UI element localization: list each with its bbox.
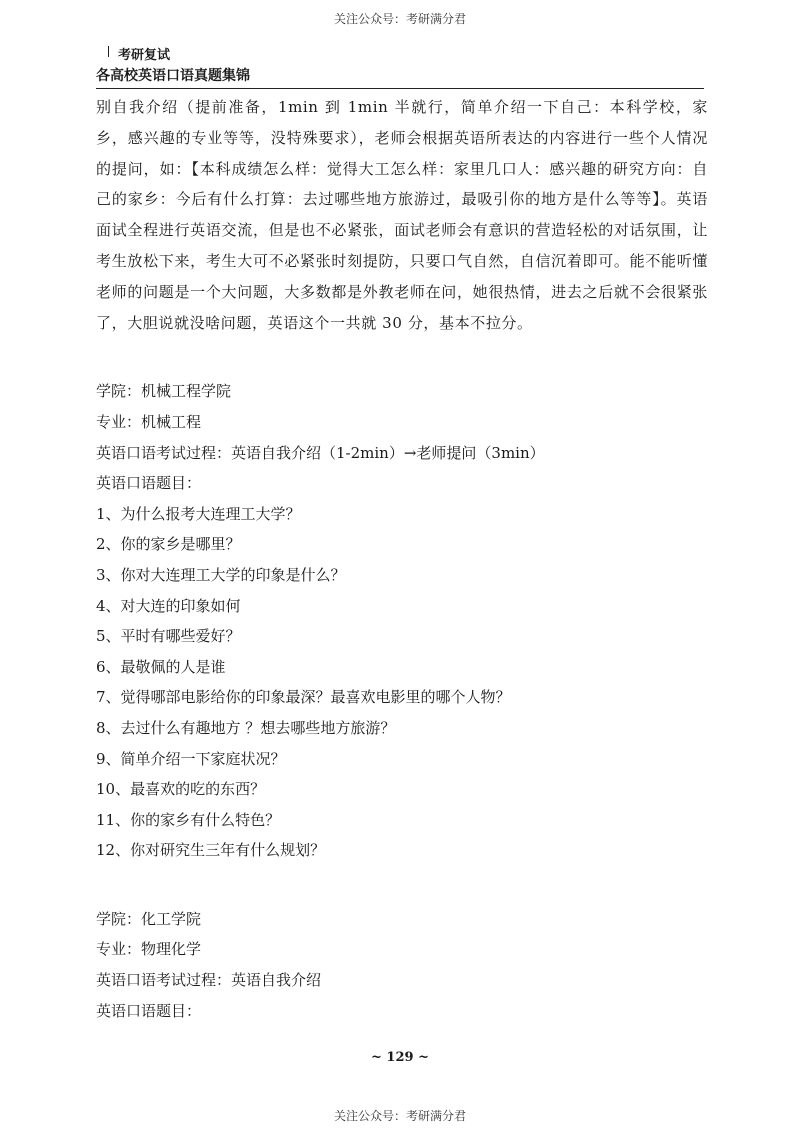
question-item: 11、你的家乡有什么特色？ <box>96 810 281 829</box>
question-item: 5、平时有哪些爱好？ <box>96 627 241 646</box>
section-major: 专业：机械工程 <box>96 412 202 431</box>
section-spacer <box>96 866 708 904</box>
section-college: 学院：化工学院 <box>96 909 202 928</box>
intro-paragraph: 别自我介绍（提前准备，1min 到 1min 半就行，简单介绍一下自己：本科学校，家乡，感兴趣的专业等等，没特殊要求），老师会根据英语所表达的内容进行一些个人情况的提问，如：【本科成绩怎么样：觉得大工怎么样：家里几口人：感兴趣的研究方向：自己的家乡：今后有什么打算：去过哪些地方旅游过，最吸引你的地方是什么等等】。英语面试全程进行英语交流，但是也不必紧张，面试老师会有意识的营造轻松的对话氛围，让考生放松下来，考生大可不必紧张时刻提防，只要口气自然，自信沉着即可。能不能听懂老师的问题是一个大问题，大多数都是外教老师在问，她很热情，进去之后就不会很紧张了，大胆说就没啥问题，英语这个一共就 30 分，基本不拉分。 <box>96 98 708 332</box>
question-item: 3、你对大连理工大学的印象是什么？ <box>96 565 346 584</box>
section-major: 专业：物理化学 <box>96 940 202 959</box>
question-item: 2、你的家乡是哪里？ <box>96 535 241 554</box>
watermark-top: 关注公众号：考研满分君 <box>333 12 466 26</box>
page-number: ~ 129 ~ <box>371 1050 429 1065</box>
page-body <box>96 92 708 1026</box>
section-questions-title: 英语口语题目： <box>96 474 202 493</box>
header-book-title: 各高校英语口语真题集锦 <box>96 68 250 84</box>
section-questions-title: 英语口语题目： <box>96 1001 202 1020</box>
question-item: 9、简单介绍一下家庭状况？ <box>96 749 286 768</box>
question-item: 1、为什么报考大连理工大学？ <box>96 504 301 523</box>
watermark-bottom: 关注公众号：考研满分君 <box>333 1109 466 1123</box>
question-item: 7、觉得哪部电影给你的印象最深？最喜欢电影里的哪个人物？ <box>96 688 511 707</box>
question-item: 8、去过什么有趣地方 ？想去哪些地方旅游？ <box>96 718 396 737</box>
section-process: 英语口语考试过程：英语自我介绍 <box>96 971 322 990</box>
question-item: 4、对大连的印象如何 <box>96 596 241 615</box>
section-spacer <box>96 338 708 376</box>
header-series-title <box>96 44 704 63</box>
header-tick-mark <box>108 46 109 57</box>
section-mechanical <box>96 376 708 866</box>
section-chemical <box>96 904 708 1026</box>
page-header <box>96 44 704 89</box>
section-process: 英语口语考试过程：英语自我介绍（1-2min）→老师提问（3min） <box>96 443 545 462</box>
question-item: 10、最喜欢的吃的东西？ <box>96 780 266 799</box>
question-item: 6、最敬佩的人是谁 <box>96 657 226 676</box>
section-college: 学院：机械工程学院 <box>96 382 232 401</box>
header-series-label: 考研复试 <box>118 48 171 63</box>
question-item: 12、你对研究生三年有什么规划？ <box>96 841 326 860</box>
